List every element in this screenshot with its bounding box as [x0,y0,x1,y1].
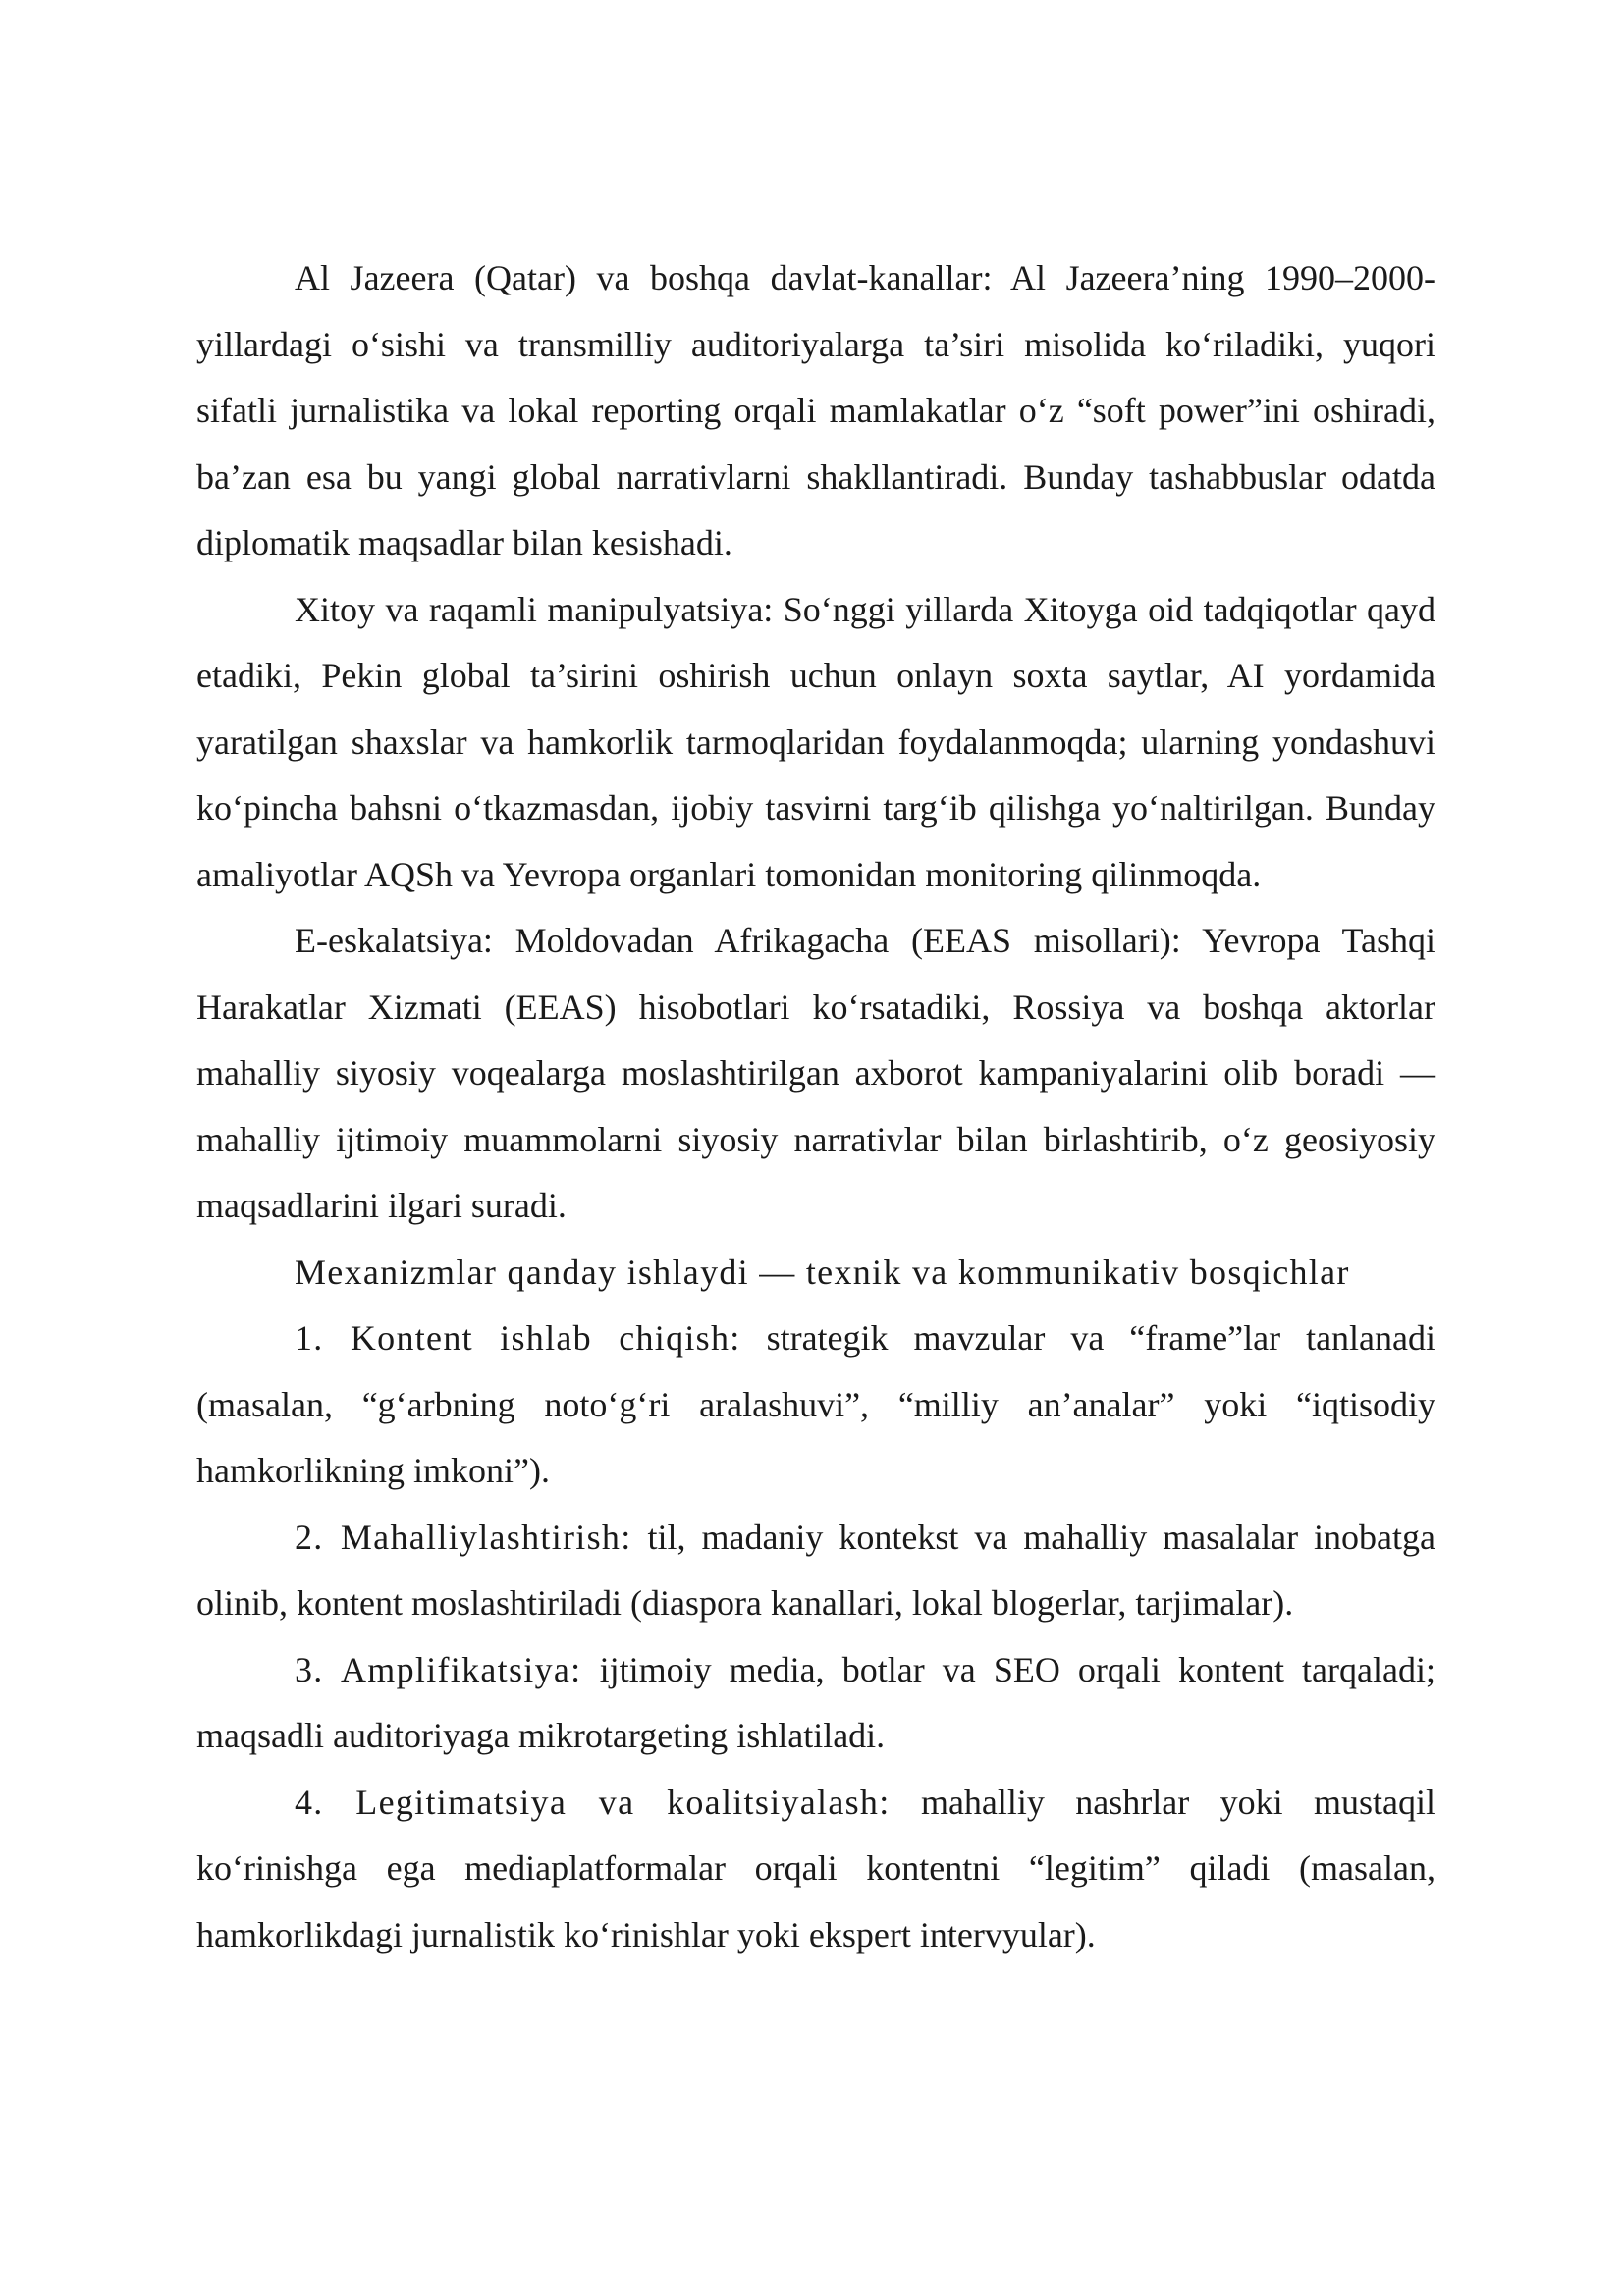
step-4-text: mahalliy nashrlar yoki mustaqil ko‘rinishga ega mediaplatformalar orqali kontentni “legitim” qiladi (masalan, hamkorlikdagi jurnalistik ko‘rinishlar yoki ekspert intervyular). [196,1782,1435,1954]
paragraph-china-manipulation: Xitoy va raqamli manipulyatsiya: So‘nggi yillarda Xitoyga oid tadqiqotlar qayd etadiki, Pekin global ta’sirini oshirish uchun onlayn soxta saytlar, AI yordamida yaratilgan shaxslar va hamkorlik tarmoqlaridan foydalanmoqda; ularning yondashuvi ko‘pincha bahsni o‘tkazmasdan, ijobiy tasvirni targ‘ib qilishga yo‘naltirilgan. Bunday amaliyotlar AQSh va Yevropa organlari tomonidan monitoring qilinmoqda. [196,589,1435,894]
step-3-lead: 3. Amplifikatsiya: [295,1649,582,1689]
paragraph-e-escalation: E-eskalatsiya: Moldovadan Afrikagacha (EEAS misollari): Yevropa Tashqi Harakatlar Xizmati (EEAS) hisobotlari ko‘rsatadiki, Rossiya va boshqa aktorlar mahalliy siyosiy voqealarga moslashtirilgan axborot kampaniyalarini olib boradi — mahalliy ijtimoiy muammolarni siyosiy narrativlar bilan birlashtirib, o‘z geosiyosiy maqsadlarini ilgari suradi. [196,921,1435,1225]
step-2 [196,1505,1435,1637]
step-1 [196,1306,1435,1505]
step-1-text: strategik mavzular va “frame”lar tanlanadi (masalan, “g‘arbning noto‘g‘ri aralashuvi”, “milliy an’analar” yoki “iqtisodiy hamkorlikning imkoni”). [196,1318,1436,1490]
step-4 [196,1770,1435,1969]
step-2-text: til, madaniy kontekst va mahalliy masalalar inobatga olinib, kontent moslashtiriladi (diaspora kanallari, lokal blogerlar, tarjimalar). [196,1517,1436,1623]
step-3-text: ijtimoiy media, botlar va SEO orqali kontent tarqaladi; maqsadli auditoriyaga mikrotargeting ishlatiladi. [196,1649,1435,1755]
step-1-lead: 1. Kontent ishlab chiqish: [295,1318,741,1358]
paragraph-al-jazeera: Al Jazeera (Qatar) va boshqa davlat-kanallar: Al Jazeera’ning 1990–2000-yillardagi o‘sishi va transmilliy auditoriyalarga ta’siri misolida ko‘riladiki, yuqori sifatli jurnalistika va lokal reporting orqali mamlakatlar o‘z “soft power”ini oshiradi, ba’zan esa bu yangi global narrativlarni shakllantiradi. Bunday tashabbuslar odatda diplomatik maqsadlar bilan kesishadi. [196,258,1435,562]
step-4-lead: 4. Legitimatsiya va koalitsiyalash: [295,1782,891,1822]
section-heading: Mexanizmlar qanday ishlaydi — texnik va kommunikativ bosqichlar [295,1252,1350,1292]
step-2-lead: 2. Mahalliylashtirish: [295,1517,632,1557]
step-3 [196,1637,1435,1770]
document-page [196,245,1435,1968]
